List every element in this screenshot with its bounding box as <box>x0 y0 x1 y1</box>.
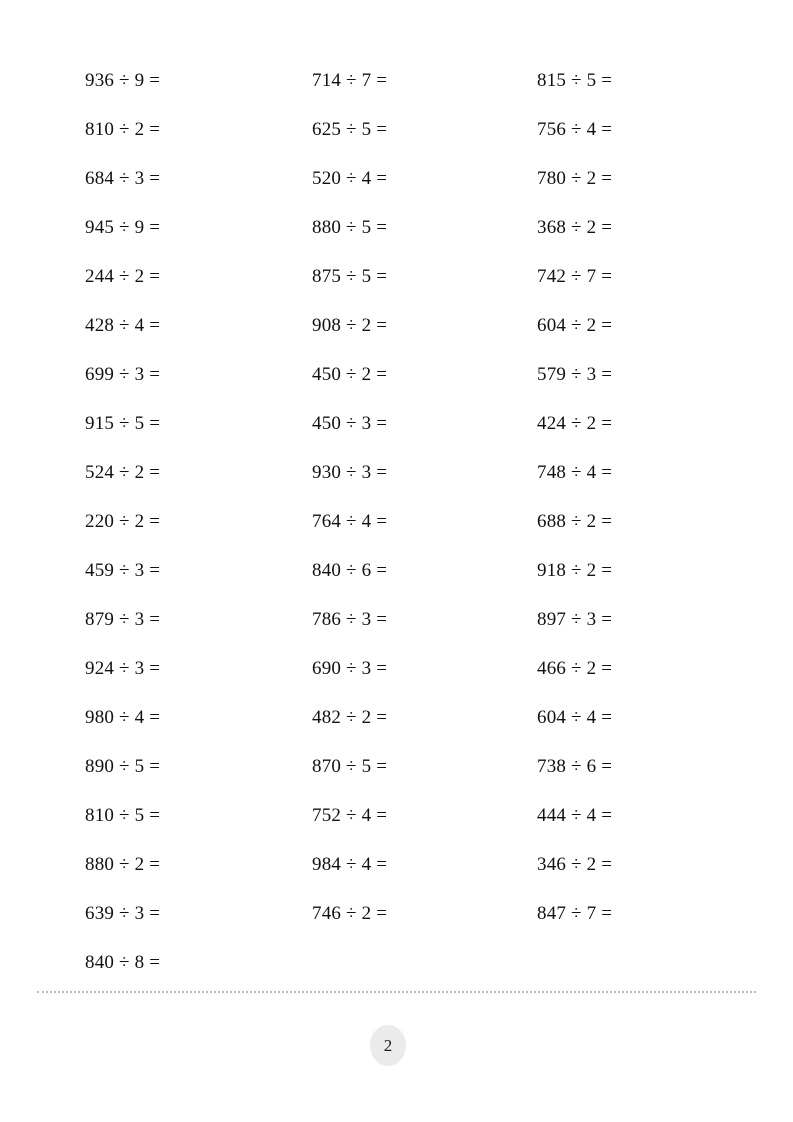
problem-row <box>0 252 793 301</box>
division-problem: 742 ÷ 7 = <box>537 266 613 287</box>
division-problem: 346 ÷ 2 = <box>537 854 613 875</box>
problem-row <box>0 56 793 105</box>
problem-row <box>0 350 793 399</box>
division-problem: 764 ÷ 4 = <box>312 511 388 532</box>
division-problem: 945 ÷ 9 = <box>85 217 161 238</box>
problem-row <box>0 938 793 987</box>
division-problem: 746 ÷ 2 = <box>312 903 388 924</box>
problem-row <box>0 889 793 938</box>
division-problem: 688 ÷ 2 = <box>537 511 613 532</box>
division-problem: 875 ÷ 5 = <box>312 266 388 287</box>
division-problem: 980 ÷ 4 = <box>85 707 161 728</box>
division-problem: 639 ÷ 3 = <box>85 903 161 924</box>
division-problem: 810 ÷ 5 = <box>85 805 161 826</box>
division-problem: 424 ÷ 2 = <box>537 413 613 434</box>
division-problem: 428 ÷ 4 = <box>85 315 161 336</box>
division-problem: 847 ÷ 7 = <box>537 903 613 924</box>
division-problems-grid <box>0 56 793 987</box>
problem-row <box>0 105 793 154</box>
division-problem: 984 ÷ 4 = <box>312 854 388 875</box>
page-number-badge <box>370 1025 406 1066</box>
division-problem: 870 ÷ 5 = <box>312 756 388 777</box>
page-number: 2 <box>383 1035 393 1055</box>
division-problem: 840 ÷ 8 = <box>85 952 161 973</box>
footer-dotted-divider <box>37 991 756 993</box>
division-problem: 625 ÷ 5 = <box>312 119 388 140</box>
problem-row <box>0 644 793 693</box>
division-problem: 714 ÷ 7 = <box>312 70 388 91</box>
division-problem: 908 ÷ 2 = <box>312 315 388 336</box>
problem-row <box>0 791 793 840</box>
division-problem: 748 ÷ 4 = <box>537 462 613 483</box>
division-problem: 520 ÷ 4 = <box>312 168 388 189</box>
division-problem: 840 ÷ 6 = <box>312 560 388 581</box>
division-problem: 604 ÷ 2 = <box>537 315 613 336</box>
division-problem: 244 ÷ 2 = <box>85 266 161 287</box>
division-problem: 690 ÷ 3 = <box>312 658 388 679</box>
division-problem: 524 ÷ 2 = <box>85 462 161 483</box>
division-problem: 880 ÷ 2 = <box>85 854 161 875</box>
division-problem: 930 ÷ 3 = <box>312 462 388 483</box>
division-problem: 450 ÷ 2 = <box>312 364 388 385</box>
division-problem: 579 ÷ 3 = <box>537 364 613 385</box>
division-problem: 466 ÷ 2 = <box>537 658 613 679</box>
division-problem: 936 ÷ 9 = <box>85 70 161 91</box>
problem-row <box>0 840 793 889</box>
division-problem: 918 ÷ 2 = <box>537 560 613 581</box>
problem-row <box>0 546 793 595</box>
problem-row <box>0 742 793 791</box>
division-problem: 444 ÷ 4 = <box>537 805 613 826</box>
division-problem: 879 ÷ 3 = <box>85 609 161 630</box>
problem-row <box>0 399 793 448</box>
division-problem: 459 ÷ 3 = <box>85 560 161 581</box>
division-problem: 810 ÷ 2 = <box>85 119 161 140</box>
problem-row <box>0 693 793 742</box>
division-problem: 915 ÷ 5 = <box>85 413 161 434</box>
division-problem: 924 ÷ 3 = <box>85 658 161 679</box>
problem-row <box>0 595 793 644</box>
division-problem: 482 ÷ 2 = <box>312 707 388 728</box>
division-problem: 604 ÷ 4 = <box>537 707 613 728</box>
division-problem: 780 ÷ 2 = <box>537 168 613 189</box>
problem-row <box>0 497 793 546</box>
problem-row <box>0 301 793 350</box>
problem-row <box>0 448 793 497</box>
division-problem: 699 ÷ 3 = <box>85 364 161 385</box>
division-problem: 890 ÷ 5 = <box>85 756 161 777</box>
division-problem: 738 ÷ 6 = <box>537 756 613 777</box>
division-problem: 368 ÷ 2 = <box>537 217 613 238</box>
division-problem: 897 ÷ 3 = <box>537 609 613 630</box>
problem-row <box>0 203 793 252</box>
division-problem: 756 ÷ 4 = <box>537 119 613 140</box>
division-problem: 450 ÷ 3 = <box>312 413 388 434</box>
division-problem: 752 ÷ 4 = <box>312 805 388 826</box>
division-problem: 684 ÷ 3 = <box>85 168 161 189</box>
division-problem: 880 ÷ 5 = <box>312 217 388 238</box>
division-problem: 220 ÷ 2 = <box>85 511 161 532</box>
division-problem: 786 ÷ 3 = <box>312 609 388 630</box>
problem-row <box>0 154 793 203</box>
division-problem: 815 ÷ 5 = <box>537 70 613 91</box>
